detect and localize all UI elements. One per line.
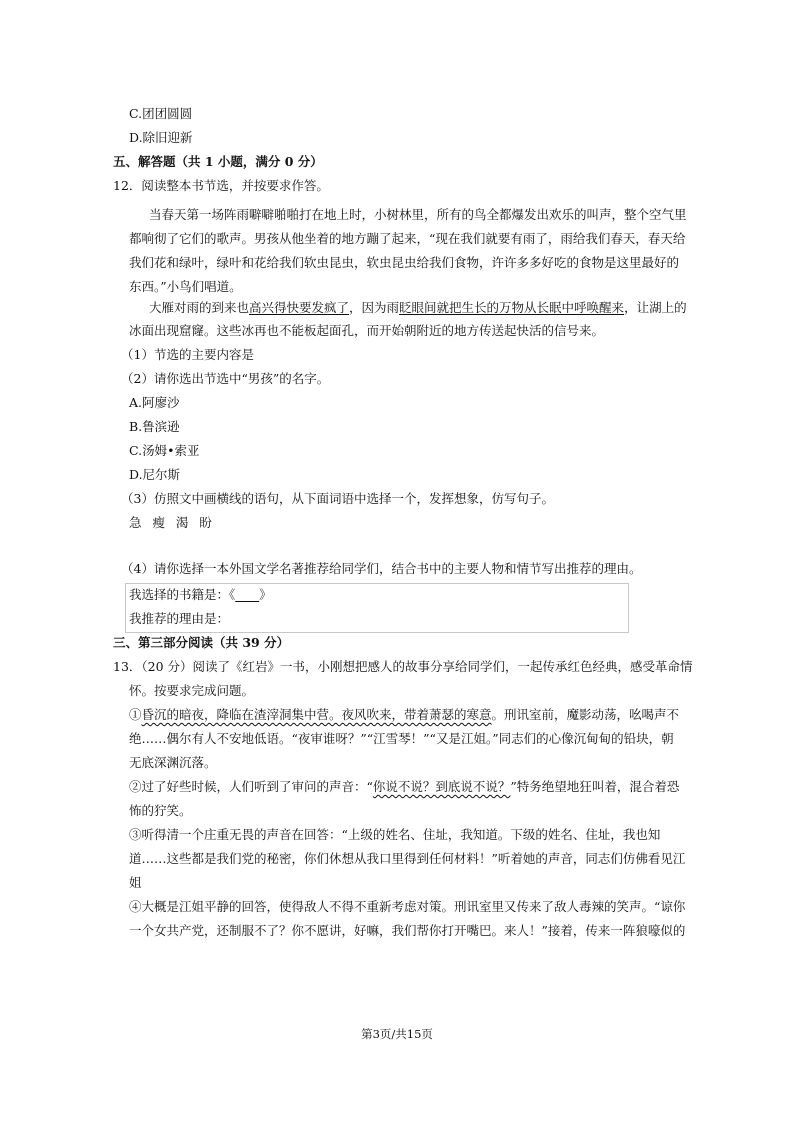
q12-option: B.鲁滨逊 [129,419,180,434]
q13-p4-line: ④大概是江姐平静的回答，使得敌人不得不重新考虑对策。刑讯室里又传来了敌人毒辣的笑声。“谅你 [129,899,686,914]
q13-stem-line2: 怀。按要求完成问题。 [129,683,255,698]
recommend-reason-label: 我推荐的理由是： [129,611,230,626]
book-choice-label: 我选择的书籍是：《 [129,587,236,602]
q12-sub3: （3）仿照文中画横线的语句，从下面词语中选择一个，发挥想象，仿写句子。 [121,491,554,506]
q13-p2-wavy-underlined: 你说不说？到底说不说？ [372,779,511,794]
q13-p3-line: 道……这些都是我们党的秘密，你们休想从我口里得到任何材料！”听着她的声音，同志们仿佛看见江 [129,851,686,866]
q12-p1-line: 东西。”小鸟们唱道。 [129,279,242,294]
q13-p1-line1 [129,707,679,723]
q13-p4-line: 一个女共产党，还制服不了？你不愿讲，好嘛，我们帮你打开嘴巴。来人！”接着，传来一阵狼嚎似的 [129,923,686,938]
q12-sub4: （4）请你选择一本外国文学名著推荐给同学们，结合书中的主要人物和情节写出推荐的理由。 [121,561,642,576]
q13-stem-line1: 13．（20 分）阅读了《红岩》一书，小刚想把感人的故事分享给同学们，一起传承红色经典，感受革命情 [113,659,693,674]
q12-p1-line: 当春天第一场阵雨噼噼啪啪打在地上时，小树林里，所有的鸟全都爆发出欢乐的叫声，整个空气里 [149,207,687,222]
q13-p1-line2: 绝……偶尔有人不安地低语。“夜审谁呀？”“江雪琴！”“又是江姐。”同志们的心像沉甸甸的铅块，朝 [129,731,674,746]
q12-p2-line1 [149,300,687,316]
q12-sub1: （1）节选的主要内容是 [121,347,254,362]
q12-p2-line2: 冰面出现窟窿。这些冰再也不能板起面孔，而开始朝附近的地方传送起快活的信号来。 [129,323,605,338]
section-heading-3: 三、第三部分阅读（共 39 分） [113,635,290,650]
q12-p2-text: ，让湖上的 [624,300,687,315]
option-d: D.除旧迎新 [129,130,193,145]
book-choice-line [129,587,272,603]
q13-p2-line2: 怖的狞笑。 [129,803,192,818]
q13-p1-wavy-underlined: 昏沉的暗夜，降临在渣滓洞集中营。夜风吹来，带着萧瑟的寒意 [141,707,492,722]
q12-p1-line: 都响彻了它们的歌声。男孩从他坐着的地方蹦了起来，“现在我们就要有雨了，雨给我们春天，春天给 [129,231,686,246]
q12-p1-line: 我们花和绿叶，绿叶和花给我们软虫昆虫，软虫昆虫给我们食物，许许多多好吃的食物是这里最好的 [129,255,680,270]
q13-p2-text: ②过了好些时候，人们听到了审问的声音：“ [129,779,373,794]
q13-p1-text: 。刑讯室前，魔影动荡，吆喝声不 [491,707,680,722]
q12-stem: 12．阅读整本书节选，并按要求作答。 [113,178,329,193]
q13-p1-line3: 无底深渊沉落。 [129,755,217,770]
q13-p3-line: 姐 [129,875,142,890]
section-heading-5: 五、解答题（共 1 小题，满分 0 分） [113,154,323,169]
q12-p2-text: ，因为雨 [349,300,400,315]
book-choice-close: 》 [259,587,272,602]
q13-p1-number: ① [129,707,142,722]
q12-option: D.尼尔斯 [129,467,181,482]
q12-option: A.阿廖沙 [129,395,180,410]
option-c: C.团团圆圆 [129,106,193,121]
q12-p2-underlined-2: 眨眼间就把生长的万物从长眠中呼唤醒来 [399,300,625,315]
page-footer: 第3页/共15页 [361,1027,433,1041]
q12-word-choices: 急 瘦 渴 盼 [129,515,213,530]
q12-p2-text: 大雁对雨的到来也 [149,300,250,315]
q12-option: C.汤姆•索亚 [129,443,200,458]
q13-p2-line1 [129,779,679,795]
q12-p2-underlined-1: 高兴得快要发疯了 [249,300,350,315]
q12-sub2: （2）请你选出节选中“男孩”的名字。 [121,371,330,386]
q13-p2-text: ”特务绝望地狂叫着，混合着恐 [510,779,680,794]
q13-p3-line: ③听得清一个庄重无畏的声音在回答：“上级的姓名、住址，我知道。下级的姓名、住址，我也知 [129,827,661,842]
book-title-blank [235,587,259,602]
